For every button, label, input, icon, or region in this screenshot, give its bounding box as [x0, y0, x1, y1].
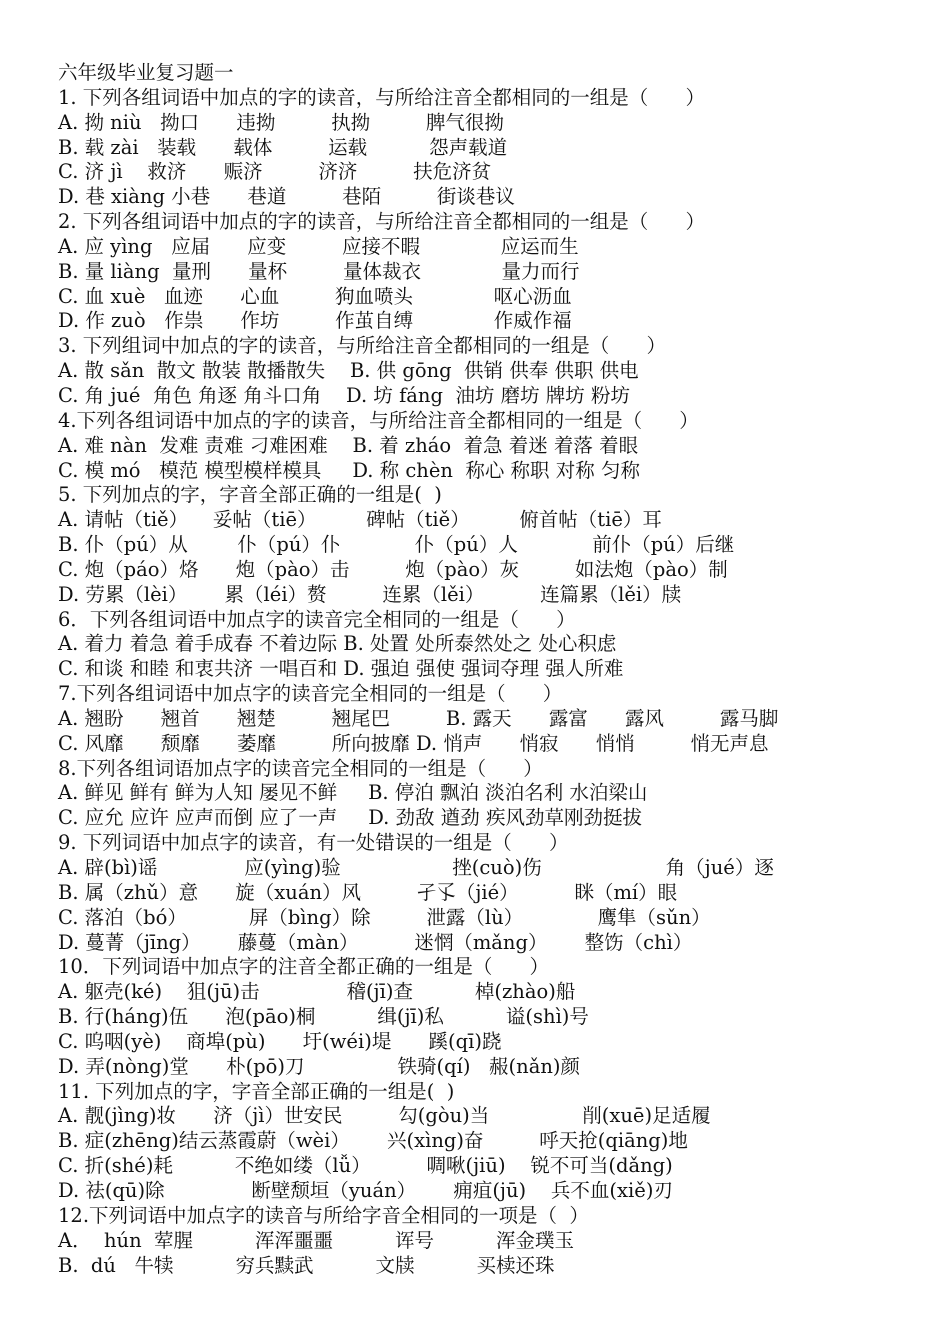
- text-line: D. 巷 xiàng 小巷 巷道 巷陌 街谈巷议: [58, 185, 515, 209]
- text-line: C. 角 jué 角色 角逐 角斗口角 D. 坊 fáng 油坊 磨坊 牌坊 粉坊: [58, 383, 630, 407]
- text-line: A. 难 nàn 发难 责难 刁难困难 B. 着 zháo 着急 着迷 着落 着眼: [58, 433, 639, 457]
- text-line: 6．下列各组词语中加点字的读音完全相同的一组是（ ）: [58, 607, 576, 631]
- text-line: 4.下列各组词语中加点的字的读音，与所给注音全都相同的一组是（ ）: [58, 408, 699, 432]
- text-line: C. 血 xuè 血迹 心血 狗血喷头 呕心沥血: [58, 284, 572, 308]
- text-line: 2. 下列各组词语中加点的字的读音，与所给注音全都相同的一组是（ ）: [58, 210, 705, 234]
- text-line: B. 症(zhēng)结云蒸霞蔚（wèi） 兴(xìng)奋 呼天抢(qiāng)地: [58, 1129, 688, 1153]
- text-line: B. 仆（pú）从 仆（pú）仆 仆（pú）人 前仆（pú）后继: [58, 533, 735, 557]
- text-line: A. 靓(jìng)妆 济（jì）世安民 勾(gòu)当 削(xuē)足适履: [58, 1104, 711, 1128]
- text-line: A. 躯壳(ké) 狙(jū)击 稽(jī)查 棹(zhào)船: [58, 980, 576, 1004]
- text-line: C. 风靡 颓靡 萎靡 所向披靡 D. 悄声 悄寂 悄悄 悄无声息: [58, 731, 769, 755]
- text-line: B. 载 zài 装载 载体 运载 怨声载道: [58, 135, 508, 159]
- text-line: D. 蔓菁（jīng） 藤蔓（màn） 迷惘（mǎng） 整饬（chì）: [58, 930, 693, 954]
- text-line: C. 济 jì 救济 赈济 济济 扶危济贫: [58, 160, 492, 184]
- text-line: A. 散 sǎn 散文 散装 散播散失 B. 供 gōng 供销 供奉 供职 供电: [58, 359, 639, 383]
- text-line: 10．下列词语中加点字的注音全都正确的一组是（ ）: [58, 955, 550, 979]
- text-line: A. 辟(bì)谣 应(yìng)验 挫(cuò)伤 角（jué）逐: [58, 856, 774, 879]
- text-line: C. 落泊（bó） 屏（bìng）除 泄露（lù） 鹰隼（sǔn）: [58, 905, 711, 929]
- text-line: D. 祛(qū)除 断壁颓垣（yuán） 痈疽(jū) 兵不血(xiě)刃: [58, 1178, 673, 1202]
- text-line: 9. 下列词语中加点字的读音，有一处错误的一组是（ ）: [58, 831, 569, 855]
- text-line: B. dú 牛犊 穷兵黩武 文牍 买椟还珠: [58, 1253, 555, 1277]
- text-line: D. 弄(nòng)堂 朴(pō)刀 铁骑(qí) 赧(nǎn)颜: [58, 1054, 580, 1078]
- text-line: D. 作 zuò 作祟 作坊 作茧自缚 作威作福: [58, 309, 572, 333]
- text-line: C. 炮（páo）烙 炮（pào）击 炮（pào）灰 如法炮（pào）制: [58, 557, 728, 581]
- text-line: A. 翘盼 翘首 翘楚 翘尾巴 B. 露天 露富 露风 露马脚: [58, 706, 779, 730]
- text-line: D. 劳累（lèi） 累（léi）赘 连累（lěi） 连篇累（lěi）牍: [58, 582, 682, 606]
- document-body: [58, 61, 918, 1278]
- text-line: 3. 下列组词中加点的字的读音，与所给注音全都相同的一组是（ ）: [58, 334, 666, 358]
- question-lines: [58, 86, 918, 1279]
- text-line: 12.下列词语中加点字的读音与所给字音全相同的一项是（ ）: [58, 1203, 589, 1227]
- text-line: A． hún 荤腥 浑浑噩噩 诨号 浑金璞玉: [58, 1228, 575, 1252]
- text-line: C. 应允 应许 应声而倒 应了一声 D. 劲敌 遒劲 疾风劲草刚劲挺拔: [58, 806, 642, 830]
- text-line: A. 应 yìng 应届 应变 应接不暇 应运而生: [58, 234, 579, 258]
- text-line: C. 模 mó 模范 模型模样模具 D. 称 chèn 称心 称职 对称 匀称: [58, 458, 640, 482]
- text-line: 8.下列各组词语加点字的读音完全相同的一组是（ ）: [58, 756, 543, 780]
- text-line: C. 呜咽(yè) 商埠(pù) 圩(wéi)堤 蹊(qī)跷: [58, 1029, 502, 1053]
- text-line: 7.下列各组词语中加点字的读音完全相同的一组是（ ）: [58, 682, 563, 706]
- document-title: 六年级毕业复习题一: [58, 61, 234, 84]
- text-line: A. 鲜见 鲜有 鲜为人知 屡见不鲜 B. 停泊 飘泊 淡泊名利 水泊梁山: [58, 781, 648, 805]
- text-line: C. 折(shé)耗 不绝如缕（lǚ） 啁啾(jiū) 锐不可当(dǎng): [58, 1154, 673, 1178]
- text-line: 11. 下列加点的字，字音全部正确的一组是( ): [58, 1079, 455, 1103]
- text-line: 5. 下列加点的字，字音全部正确的一组是( ): [58, 483, 442, 507]
- text-line: B. 属（zhǔ）意 旋（xuán）风 孑孓（jié） 眯（mí）眼: [58, 880, 678, 904]
- text-line: B. 量 liàng 量刑 量杯 量体裁衣 量力而行: [58, 259, 580, 283]
- text-line: A. 着力 着急 着手成春 不着边际 B. 处置 处所泰然处之 处心积虑: [58, 632, 617, 656]
- text-line: B. 行(háng)伍 泡(pāo)桐 缉(jī)私 谥(shì)号: [58, 1005, 589, 1029]
- text-line: A. 请帖（tiě） 妥帖（tiē） 碑帖（tiě） 俯首帖（tiē）耳: [58, 508, 662, 532]
- text-line: A. 拗 niù 拗口 违拗 执拗 脾气很拗: [58, 110, 504, 134]
- text-line: C. 和谈 和睦 和衷共济 一唱百和 D. 强迫 强使 强词夺理 强人所难: [58, 657, 624, 681]
- text-line: 1. 下列各组词语中加点的字的读音，与所给注音全都相同的一组是（ ）: [58, 85, 705, 109]
